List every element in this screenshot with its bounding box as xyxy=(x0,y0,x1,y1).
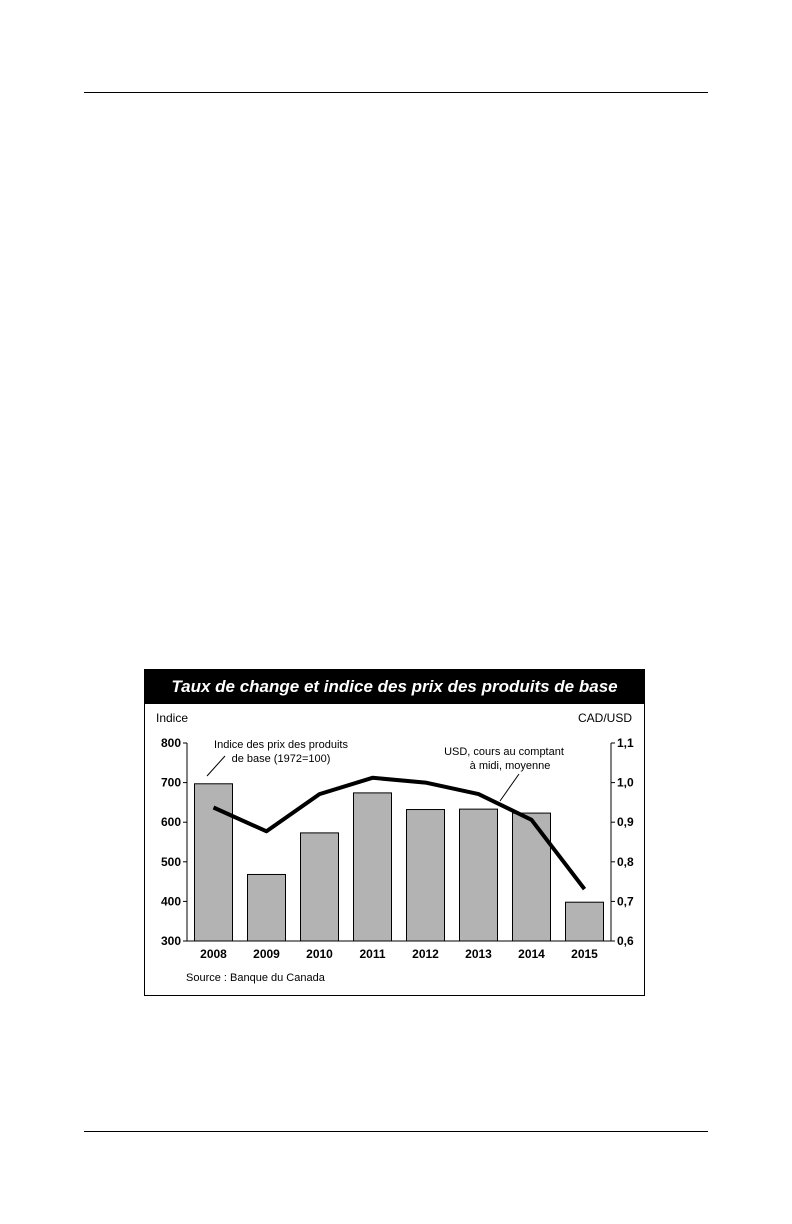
left-tick-label: 300 xyxy=(160,934,181,948)
chart-title: Taux de change et indice des prix des produits de base xyxy=(145,670,644,704)
header-rule xyxy=(84,92,708,93)
left-tick-label: 400 xyxy=(160,894,181,909)
right-tick-label: 0,6 xyxy=(617,934,634,948)
x-tick-label: 2015 xyxy=(571,947,598,961)
right-axis-label: CAD/USD xyxy=(577,711,632,725)
commodity-index-bar xyxy=(460,809,498,941)
left-tick-label: 800 xyxy=(160,736,181,750)
left-axis-label: Indice xyxy=(156,711,189,725)
footer-rule xyxy=(84,1131,708,1132)
x-tick-label: 2009 xyxy=(253,947,280,961)
commodity-index-bar xyxy=(407,810,445,941)
line-annotation-line2: à midi, moyenne xyxy=(469,760,551,772)
commodity-index-bar xyxy=(566,902,604,941)
bar-annotation-line1: Indice des prix des produits xyxy=(214,739,348,751)
left-tick-label: 500 xyxy=(160,854,181,869)
commodity-index-bar xyxy=(354,793,392,941)
bar-annotation-line2: de base (1972=100) xyxy=(231,753,331,765)
right-tick-label: 1,1 xyxy=(617,736,634,750)
left-tick-label: 600 xyxy=(160,815,181,830)
left-tick-label: 700 xyxy=(160,775,181,790)
line-annotation-line1: USD, cours au comptant xyxy=(444,746,564,758)
chart-svg xyxy=(145,670,646,997)
x-tick-label: 2011 xyxy=(359,947,386,961)
right-tick-label: 0,8 xyxy=(617,854,634,869)
commodity-index-bar xyxy=(301,833,339,941)
line-annotation-leader xyxy=(500,774,519,801)
bar-annotation-leader xyxy=(207,756,225,776)
x-tick-label: 2012 xyxy=(412,947,439,961)
x-tick-label: 2010 xyxy=(306,947,333,961)
x-tick-label: 2014 xyxy=(518,947,545,961)
x-tick-label: 2008 xyxy=(200,947,227,961)
right-tick-label: 1,0 xyxy=(617,775,634,790)
commodity-index-bar xyxy=(248,874,286,941)
chart-figure xyxy=(144,669,645,996)
commodity-index-bar xyxy=(513,813,551,941)
right-tick-label: 0,9 xyxy=(617,815,634,830)
x-tick-label: 2013 xyxy=(465,947,492,961)
commodity-index-bar xyxy=(195,784,233,941)
chart-source: Source : Banque du Canada xyxy=(186,972,325,984)
right-tick-label: 0,7 xyxy=(617,894,634,909)
